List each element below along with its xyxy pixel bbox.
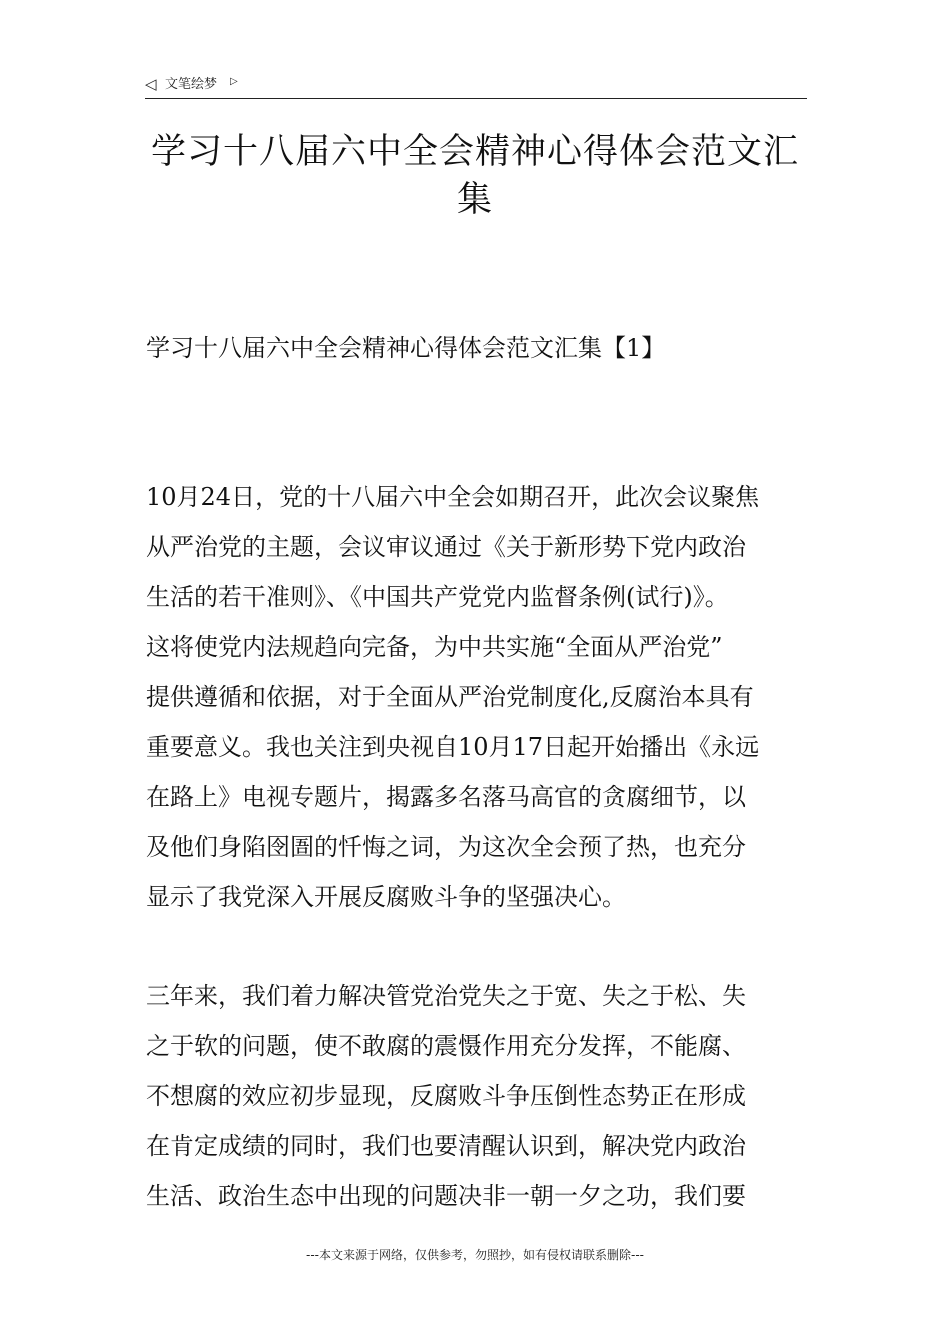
left-triangle-icon: ◁: [145, 75, 157, 93]
text-line: 显示了我党深入开展反腐败斗争的坚强决心。: [146, 883, 626, 911]
text-line: 不想腐的效应初步显现，反腐败斗争压倒性态势正在形成: [146, 1082, 746, 1110]
title-line-2: 集: [456, 180, 493, 220]
section-heading: 学习十八届六中全会精神心得体会范文汇集【1】: [146, 334, 666, 362]
text-line: 三年来，我们着力解决管党治党失之于宽、失之于松、失: [146, 982, 746, 1010]
text-line: 之于软的问题，使不敢腐的震慑作用充分发挥，不能腐、: [146, 1032, 746, 1060]
text-line: 生活、政治生态中出现的问题决非一朝一夕之功，我们要: [146, 1182, 746, 1210]
text-line: 在肯定成绩的同时，我们也要清醒认识到，解决党内政治: [146, 1132, 746, 1160]
document-title: [120, 128, 830, 224]
text-line: 在路上》电视专题片，揭露多名落马高官的贪腐细节，以: [146, 783, 746, 811]
page-header: [145, 74, 807, 99]
text-line: 生活的若干准则》、《中国共产党党内监督条例(试行)》。: [146, 583, 729, 611]
right-triangle-icon: ▷: [230, 76, 238, 87]
text-line: 从严治党的主题，会议审议通过《关于新形势下党内政治: [146, 533, 746, 561]
text-line: 提供遵循和依据，对于全面从严治党制度化,反腐治本具有: [146, 683, 754, 711]
text-line: 重要意义。我也关注到央视自10月17日起开始播出《永远: [146, 733, 760, 761]
footer-disclaimer: ---本文来源于网络，仅供参考，勿照抄，如有侵权请联系删除---: [306, 1248, 644, 1262]
header-brand: 文笔绘梦: [165, 77, 218, 92]
paragraph-2: [146, 971, 846, 1221]
paragraph-1: [146, 472, 846, 922]
text-line: 10月24日，党的十八届六中全会如期召开，此次会议聚焦: [146, 483, 760, 511]
text-line: 及他们身陷囹圄的忏悔之词，为这次全会预了热，也充分: [146, 833, 746, 861]
title-line-1: 学习十八届六中全会精神心得体会范文汇: [150, 132, 799, 172]
text-line: 这将使党内法规趋向完备，为中共实施“全面从严治党”: [146, 633, 723, 661]
